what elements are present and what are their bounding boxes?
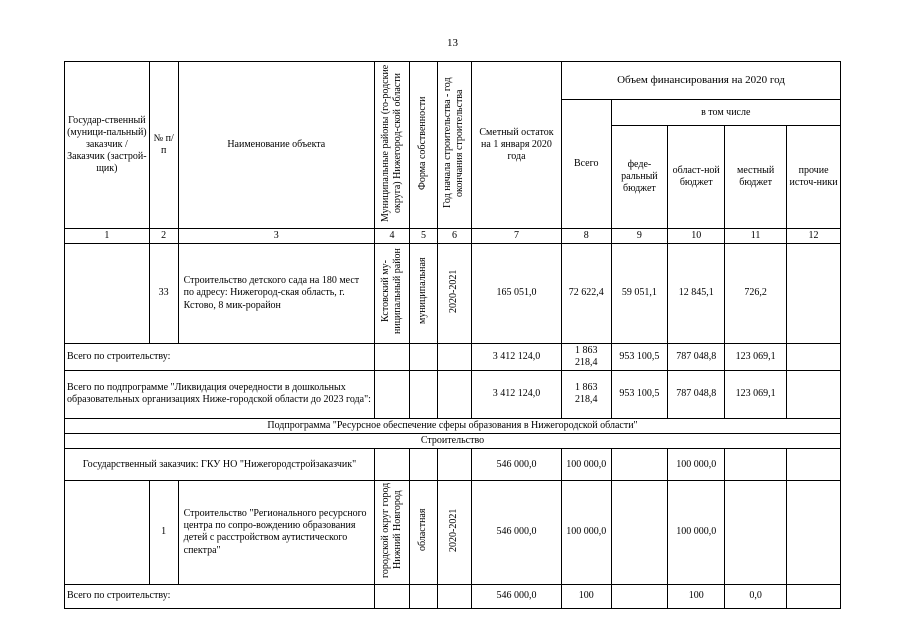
total: 1 863 218,4 <box>561 343 611 370</box>
federal <box>611 481 668 584</box>
table-row-total-subprogram <box>65 370 841 418</box>
customer-label: Государственный заказчик: ГКУ НО "Нижегородстройзаказчик" <box>65 449 375 481</box>
header-regional: област-ной бюджет <box>668 126 725 229</box>
local <box>725 481 787 584</box>
construction-title: Строительство <box>65 434 841 449</box>
column-number: 12 <box>787 229 841 244</box>
header-years: Год начала строительства - год окончания строительства <box>442 77 466 209</box>
column-number: 3 <box>178 229 374 244</box>
header-districts: Муниципальные районы (го-родские округа) Нижегород-ской области <box>379 64 403 222</box>
column-number: 5 <box>410 229 438 244</box>
regional: 12 845,1 <box>668 244 725 343</box>
subprogram-title: Подпрограмма "Ресурсное обеспечение сферы образования в Нижегородской области" <box>65 418 841 433</box>
row-num: 33 <box>149 244 178 343</box>
header-num: № п/п <box>149 62 178 229</box>
table-row-total-construction-2 <box>65 584 841 608</box>
balance: 546 000,0 <box>472 584 562 608</box>
regional: 100 000,0 <box>668 449 725 481</box>
ownership: областная <box>417 509 429 552</box>
row-num: 1 <box>149 481 178 584</box>
column-number: 1 <box>65 229 150 244</box>
header-including: в том числе <box>611 100 841 126</box>
regional: 100 000,0 <box>668 481 725 584</box>
regional: 787 048,8 <box>668 343 725 370</box>
total: 72 622,4 <box>561 244 611 343</box>
object-name: Строительство детского сада на 180 мест по адресу: Нижегород-ская область, г. Кстово, 8 мик-рорайон <box>178 244 374 343</box>
header-years-cell <box>437 62 471 229</box>
column-number: 10 <box>668 229 725 244</box>
row-label: Всего по строительству: <box>65 343 375 370</box>
header-ownership-cell <box>410 62 438 229</box>
regional: 100 <box>668 584 725 608</box>
local: 123 069,1 <box>725 370 787 418</box>
header-ownership: Форма собственности <box>417 96 429 190</box>
district: городской округ город Нижний Новгород <box>379 482 403 578</box>
district: Кстовский му-ниципальный район <box>379 248 403 335</box>
construction-title-row <box>65 434 841 449</box>
header-districts-cell <box>374 62 409 229</box>
total: 100 <box>561 584 611 608</box>
financing-table <box>64 61 841 609</box>
column-numbers-row <box>65 229 841 244</box>
header-customer: Государ-ственный (муници-пальный) заказчик / Заказчик (застрой-щик) <box>65 62 150 229</box>
balance: 546 000,0 <box>472 481 562 584</box>
header-federal: феде-ральный бюджет <box>611 126 668 229</box>
other <box>787 244 841 343</box>
table-row-total-construction <box>65 343 841 370</box>
column-number: 4 <box>374 229 409 244</box>
ownership: муниципальная <box>417 258 429 325</box>
table-row-customer <box>65 449 841 481</box>
balance: 3 412 124,0 <box>472 343 562 370</box>
total: 100 000,0 <box>561 481 611 584</box>
local: 0,0 <box>725 584 787 608</box>
federal: 59 051,1 <box>611 244 668 343</box>
years: 2020-2021 <box>448 269 460 314</box>
federal: 953 100,5 <box>611 343 668 370</box>
column-number: 11 <box>725 229 787 244</box>
other <box>787 481 841 584</box>
column-number: 8 <box>561 229 611 244</box>
balance: 3 412 124,0 <box>472 370 562 418</box>
balance: 546 000,0 <box>472 449 562 481</box>
header-local: местный бюджет <box>725 126 787 229</box>
header-funding-group: Объем финансирования на 2020 год <box>561 62 840 100</box>
header-object-name: Наименование объекта <box>178 62 374 229</box>
header-balance: Сметный остаток на 1 января 2020 года <box>472 62 562 229</box>
row-label: Всего по подпрограмме "Ликвидация очередности в дошкольных образовательных организациях Ниже-городской области до 2023 года": <box>65 370 375 418</box>
row-label: Всего по строительству: <box>65 584 375 608</box>
subprogram-title-row <box>65 418 841 433</box>
table-row-kstovo <box>65 244 841 343</box>
local: 726,2 <box>725 244 787 343</box>
years: 2020-2021 <box>448 508 460 552</box>
balance: 165 051,0 <box>472 244 562 343</box>
page-number: 13 <box>447 37 458 49</box>
header-total: Всего <box>561 100 611 229</box>
column-number: 6 <box>437 229 471 244</box>
column-number: 9 <box>611 229 668 244</box>
column-number: 7 <box>472 229 562 244</box>
column-number: 2 <box>149 229 178 244</box>
local: 123 069,1 <box>725 343 787 370</box>
header-other: прочие источ-ники <box>787 126 841 229</box>
regional: 787 048,8 <box>668 370 725 418</box>
object-name: Строительство "Регионального ресурсного центра по сопро-вождению образования детей с расстройством аутистического спектра" <box>178 481 374 584</box>
federal: 953 100,5 <box>611 370 668 418</box>
total: 100 000,0 <box>561 449 611 481</box>
table-row-resource-center <box>65 481 841 584</box>
total: 1 863 218,4 <box>561 370 611 418</box>
header-row <box>65 62 841 100</box>
